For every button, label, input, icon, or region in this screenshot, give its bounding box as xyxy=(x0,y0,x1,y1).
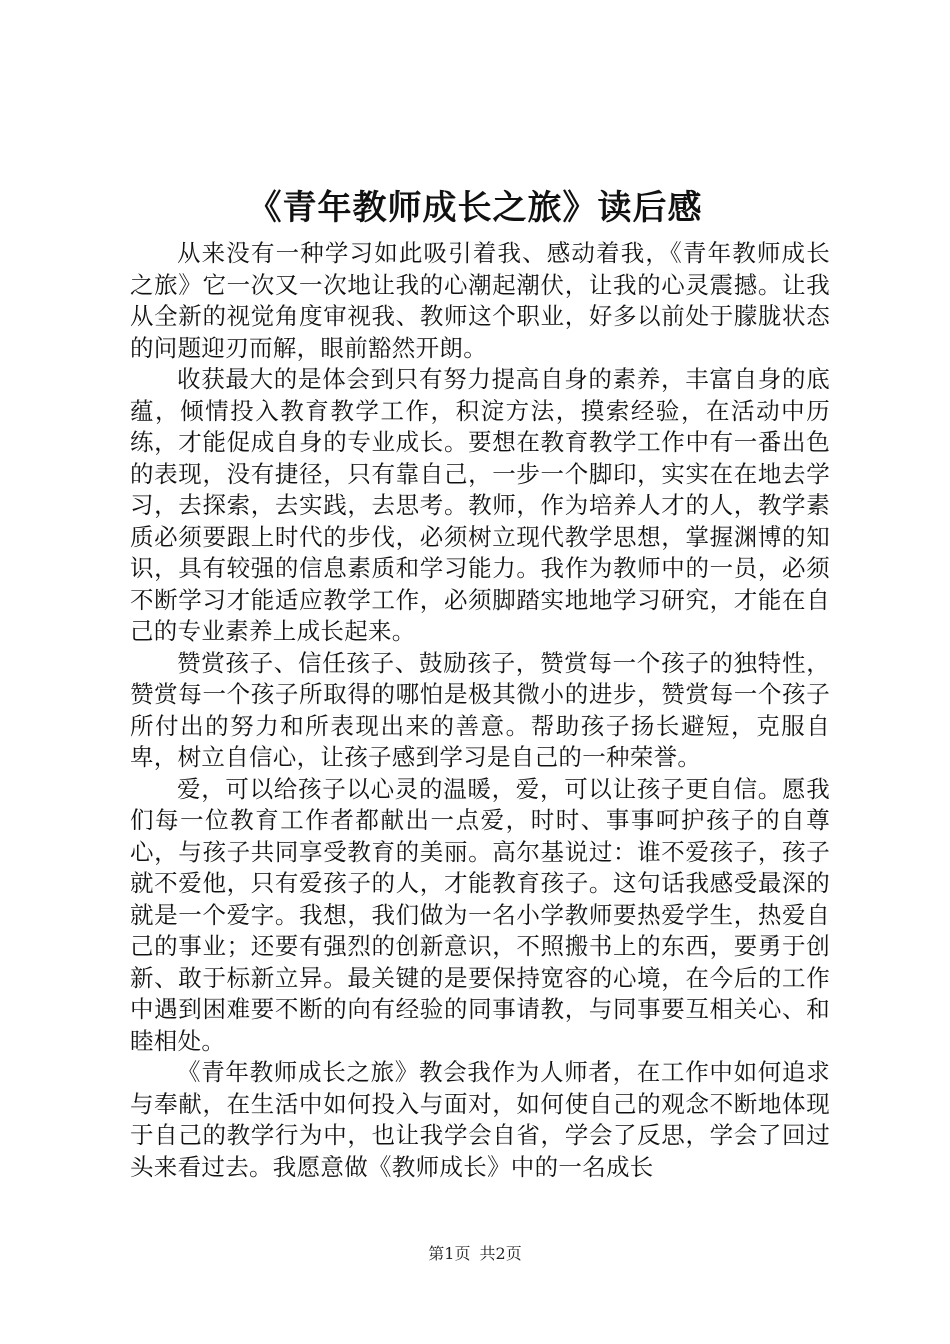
paragraph: 爱，可以给孩子以心灵的温暖，爱，可以让孩子更自信。愿我们每一位教育工作者都献出一点爱，时时、事事呵护孩子的自尊心，与孩子共同享受教育的美丽。高尔基说过：谁不爱孩子，孩子就不爱他，只有爱孩子的人，才能教育孩子。这句话我感受最深的就是一个爱字。我想，我们做为一名小学教师要热爱学生，热爱自己的事业；还要有强烈的创新意识，不照搬书上的东西，要勇于创新、敢于标新立异。最关键的是要保持宽容的心境，在今后的工作中遇到困难要不断的向有经验的同事请教，与同事要互相关心、和睦相处。 xyxy=(130,774,830,1055)
paragraph: 从来没有一种学习如此吸引着我、感动着我，《青年教师成长之旅》它一次又一次地让我的心潮起潮伏，让我的心灵震撼。让我从全新的视觉角度审视我、教师这个职业，好多以前处于朦胧状态的问题迎刃而解，眼前豁然开朗。 xyxy=(130,239,830,362)
paragraph: 《青年教师成长之旅》教会我作为人师者，在工作中如何追求与奉献，在生活中如何投入与面对，如何使自己的观念不断地体现于自己的教学行为中，也让我学会自省，学会了反思，学会了回过头来看过去。我愿意做《教师成长》中的一名成长 xyxy=(130,1058,830,1181)
paragraph: 收获最大的是体会到只有努力提高自身的素养，丰富自身的底蕴，倾情投入教育教学工作，积淀方法，摸索经验，在活动中历练，才能促成自身的专业成长。要想在教育教学工作中有一番出色的表现，没有捷径，只有靠自己，一步一个脚印，实实在在地去学习，去探索，去实践，去思考。教师，作为培养人才的人，教学素质必须要跟上时代的步伐，必须树立现代教学思想，掌握渊博的知识，具有较强的信息素质和学习能力。我作为教师中的一员，必须不断学习才能适应教学工作，必须脚踏实地地学习研究，才能在自己的专业素养上成长起来。 xyxy=(130,365,830,645)
page-number: 第1页 xyxy=(428,1244,471,1263)
paragraph: 赞赏孩子、信任孩子、鼓励孩子，赞赏每一个孩子的独特性，赞赏每一个孩子所取得的哪怕是极其微小的进步，赞赏每一个孩子所付出的努力和所表现出来的善意。帮助孩子扬长避短，克服自卑，树立自信心，让孩子感到学习是自己的一种荣誉。 xyxy=(130,648,830,771)
document-body xyxy=(130,238,830,1183)
page-total: 共2页 xyxy=(479,1244,522,1263)
page-footer xyxy=(0,1243,950,1265)
document-title: 《青年教师成长之旅》读后感 xyxy=(247,188,703,228)
